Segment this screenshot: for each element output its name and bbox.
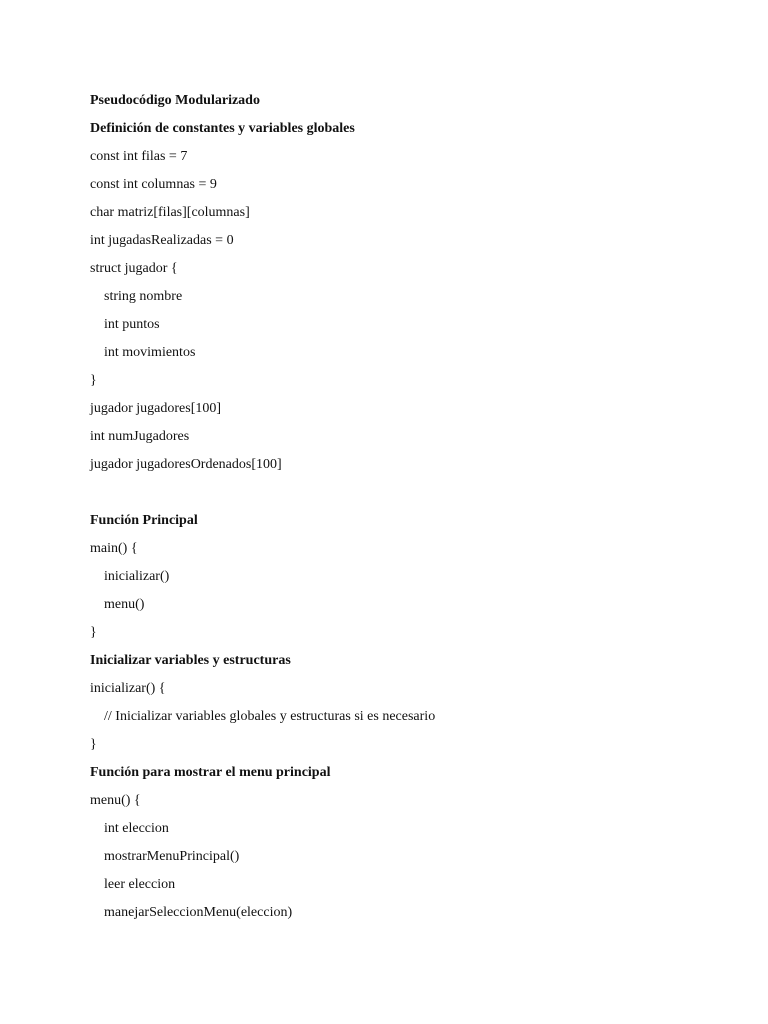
code-line: } xyxy=(90,625,97,640)
code-line: } xyxy=(90,737,97,752)
code-line: const int columnas = 9 xyxy=(90,177,217,192)
document-title: Pseudocódigo Modularizado xyxy=(90,93,260,108)
code-line: struct jugador { xyxy=(90,261,178,276)
section-heading-main: Función Principal xyxy=(90,513,198,528)
code-line: int jugadasRealizadas = 0 xyxy=(90,233,234,248)
code-line: inicializar() { xyxy=(90,681,166,696)
code-line: inicializar() xyxy=(104,569,170,584)
section-heading-menu: Función para mostrar el menu principal xyxy=(90,765,331,780)
code-line: menu() { xyxy=(90,793,141,808)
code-line: int eleccion xyxy=(104,821,169,836)
code-line: jugador jugadores[100] xyxy=(90,401,222,416)
code-line: main() { xyxy=(90,541,138,556)
code-line: manejarSeleccionMenu(eleccion) xyxy=(104,905,293,920)
code-line: jugador jugadoresOrdenados[100] xyxy=(90,457,282,472)
code-line: } xyxy=(90,373,97,388)
section-heading-globals: Definición de constantes y variables globales xyxy=(90,121,355,136)
code-line: int movimientos xyxy=(104,345,196,360)
code-line: int puntos xyxy=(104,317,160,332)
code-line: int numJugadores xyxy=(90,429,190,444)
code-line: mostrarMenuPrincipal() xyxy=(104,849,240,864)
code-comment: // Inicializar variables globales y estructuras si es necesario xyxy=(104,709,436,724)
blank-line xyxy=(90,482,730,510)
code-line: const int filas = 7 xyxy=(90,149,188,164)
code-line: string nombre xyxy=(104,289,183,304)
pseudocode-document xyxy=(90,90,730,930)
section-heading-init: Inicializar variables y estructuras xyxy=(90,653,291,668)
code-line: char matriz[filas][columnas] xyxy=(90,205,250,220)
code-line: leer eleccion xyxy=(104,877,176,892)
code-line: menu() xyxy=(104,597,145,612)
